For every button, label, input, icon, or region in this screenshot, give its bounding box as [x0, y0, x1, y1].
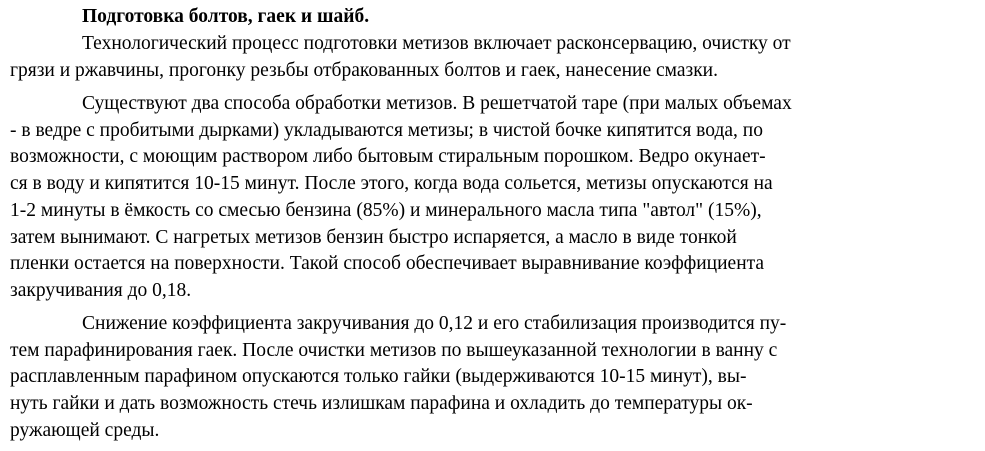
text-line: пленки остается на поверхности. Такой способ обеспечивает выравнивание коэффициента	[10, 253, 765, 275]
text-line: грязи и ржавчины, прогонку резьбы отбракованных болтов и гаек, нанесение смазки.	[10, 59, 718, 81]
text-line: Технологический процесс подготовки метизов включает расконсервацию, очистку от	[82, 33, 791, 54]
paragraph-process-overview	[10, 31, 970, 84]
text-line: Существуют два способа обработки метизов. В решетчатой таре (при малых объемах	[82, 93, 792, 114]
paragraph-processing-methods	[10, 91, 970, 305]
text-line: ся в воду и кипятится 10-15 минут. После этого, когда вода сольется, метизы опускаются на	[10, 173, 773, 195]
text-line: тем парафинирования гаек. После очистки метизов по вышеуказанной технологии в ванну с	[10, 339, 778, 361]
paragraph-paraffin-treatment	[10, 311, 970, 445]
text-line: Снижение коэффициента закручивания до 0,12 и его стабилизация производится пу-	[82, 313, 787, 334]
text-line: возможности, с моющим раствором либо бытовым стиральным порошком. Ведро окунает-	[10, 146, 766, 168]
text-line: закручивания до 0,18.	[10, 279, 192, 301]
text-line: - в ведре с пробитыми дырками) укладываются метизы; в чистой бочке кипятится вода, по	[10, 119, 763, 141]
text-line: нуть гайки и дать возможность стечь излишкам парафина и охладить до температуры ок-	[10, 393, 753, 415]
text-line: расплавленным парафином опускаются только гайки (выдерживаются 10-15 минут), вы-	[10, 366, 747, 388]
text-line: ружающей среды.	[10, 419, 160, 441]
text-line: 1-2 минуты в ёмкость со смесью бензина (85%) и минерального масла типа "автол" (15%),	[10, 199, 762, 221]
section-heading: Подготовка болтов, гаек и шайб.	[82, 6, 370, 27]
text-line: затем вынимают. С нагретых метизов бензин быстро испаряется, а масло в виде тонкой	[10, 226, 737, 248]
